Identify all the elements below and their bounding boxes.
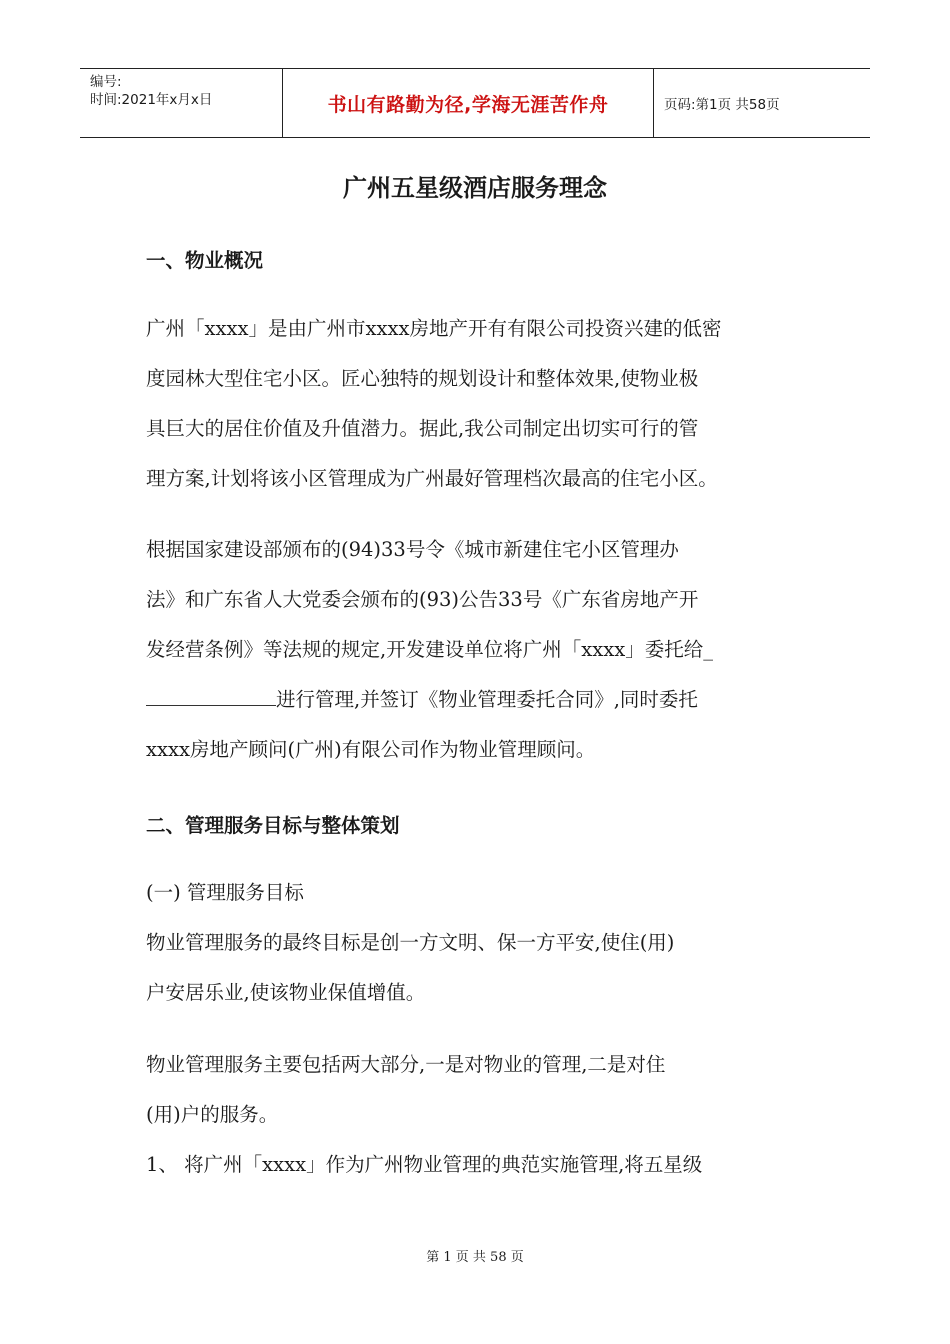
document-header: [80, 68, 870, 138]
list-item-1: 1、 将广州「xxxx」作为广州物业管理的典范实施管理,将五星级: [146, 1153, 703, 1176]
page-footer: 第 1 页 共 58 页: [426, 1250, 524, 1265]
section-heading-goals: 二、管理服务目标与整体策划: [146, 814, 400, 837]
paragraph-line: 广州「xxxx」是由广州市xxxx房地产开有有限公司投资兴建的低密: [146, 317, 722, 340]
section-heading-overview: 一、物业概况: [146, 249, 264, 272]
paragraph-overview: [146, 304, 816, 504]
paragraph-line: xxxx房地产顾问(广州)有限公司作为物业管理顾问。: [146, 738, 596, 761]
page-info: 页码:第1页 共58页: [664, 97, 780, 113]
paragraph-line: 法》和广东省人大党委会颁布的(93)公告33号《广东省房地产开: [146, 588, 699, 611]
document-title: 广州五星级酒店服务理念: [343, 174, 607, 202]
fill-in-blank: [146, 686, 276, 706]
paragraph-line: 具巨大的居住价值及升值潜力。据此,我公司制定出切实可行的管: [146, 417, 699, 440]
paragraph-service-parts: [146, 1040, 816, 1190]
paragraph-line: 理方案,计划将该小区管理成为广州最好管理档次最高的住宅小区。: [146, 467, 718, 490]
paragraph-regulations: [146, 525, 816, 775]
time-label: 时间:2021年x月x日: [90, 92, 213, 108]
paragraph-line: 根据国家建设部颁布的(94)33号令《城市新建住宅小区管理办: [146, 538, 679, 561]
number-label: 编号:: [90, 74, 122, 90]
paragraph-line-with-blank: [146, 675, 816, 725]
header-motto-cell: [282, 69, 654, 137]
header-meta: [80, 69, 282, 137]
subheading-text: (一) 管理服务目标: [146, 881, 304, 904]
paragraph-line: 户安居乐业,使该物业保值增值。: [146, 981, 426, 1004]
paragraph-line: 度园林大型住宅小区。匠心独特的规划设计和整体效果,使物业极: [146, 367, 699, 390]
paragraph-line: 物业管理服务主要包括两大部分,一是对物业的管理,二是对住: [146, 1053, 666, 1076]
paragraph-line: 发经营条例》等法规的规定,开发建设单位将广州「xxxx」委托给_: [146, 638, 713, 661]
header-page-info: [654, 69, 870, 137]
paragraph-line: (用)户的服务。: [146, 1103, 279, 1126]
paragraph-text: 进行管理,并签订《物业管理委托合同》,同时委托: [276, 688, 698, 711]
subheading-goals: [146, 868, 816, 1018]
motto: 书山有路勤为径,学海无涯苦作舟: [327, 93, 609, 116]
paragraph-line: 物业管理服务的最终目标是创一方文明、保一方平安,使住(用): [146, 931, 675, 954]
